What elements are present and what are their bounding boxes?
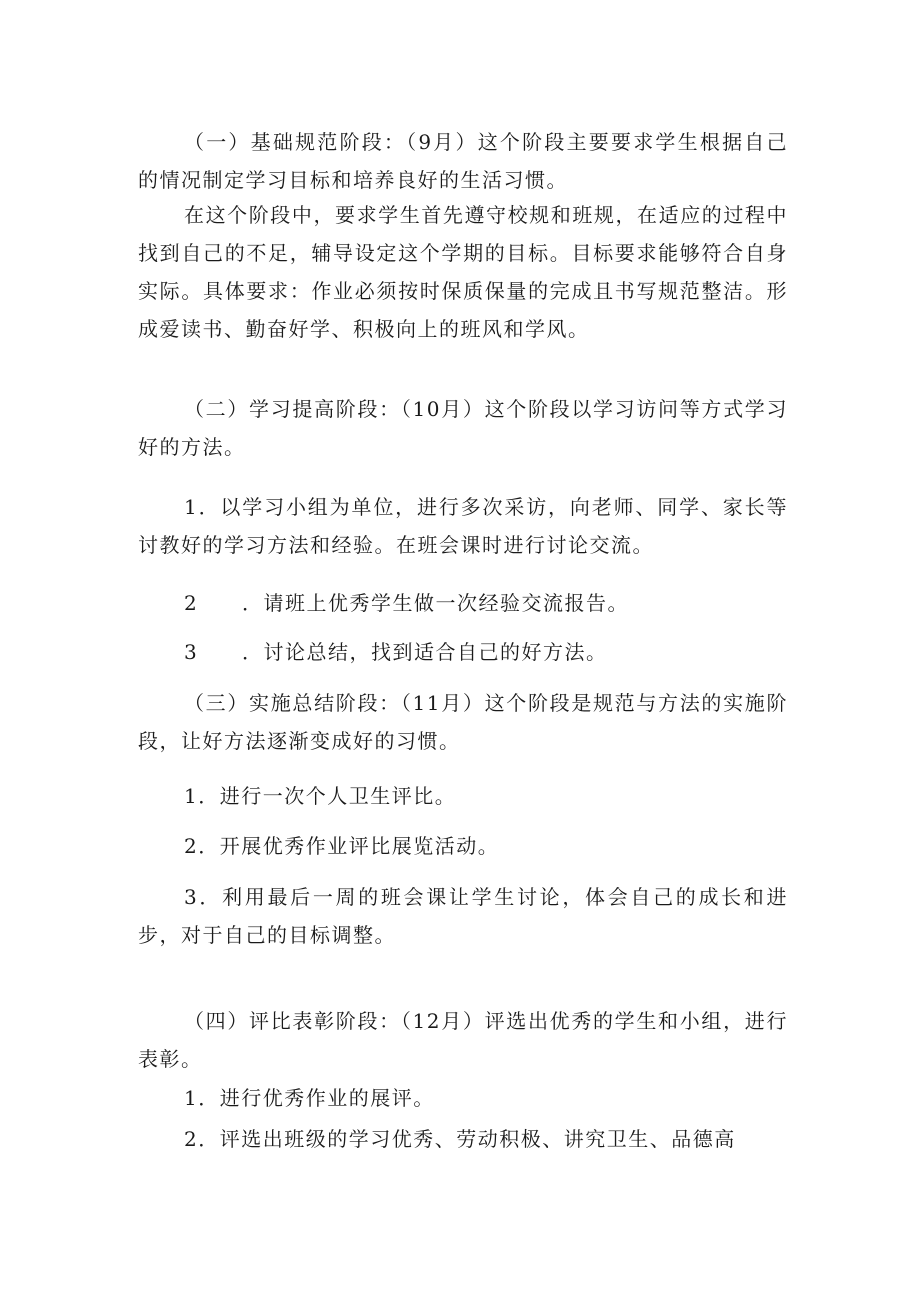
paragraph-stage-two: （二）学习提高阶段：（10月）这个阶段以学习访问等方式学习好的方法。 xyxy=(138,397,788,459)
stage-two-item-3 xyxy=(184,637,608,667)
item-number: 2 xyxy=(184,591,199,615)
item-text: ．讨论总结，找到适合自己的好方法。 xyxy=(242,640,608,664)
paragraph-stage-four: （四）评比表彰阶段：（12月）评选出优秀的学生和小组，进行表彰。 xyxy=(138,1009,788,1071)
item-number: 3 xyxy=(184,640,199,664)
paragraph-stage-three-item-3: 3．利用最后一周的班会课让学生讨论，体会自己的成长和进步，对于自己的目标调整。 xyxy=(138,885,788,947)
paragraph-stage-one: （一）基础规范阶段：（9月）这个阶段主要要求学生根据自己的情况制定学习目标和培养良好的生活习惯。 xyxy=(138,130,788,192)
paragraph-stage-one-detail: 在这个阶段中，要求学生首先遵守校规和班规，在适应的过程中找到自己的不足，辅导设定这个学期的目标。目标要求能够符合自身实际。具体要求：作业必须按时保质保量的完成且书写规范整洁。形成爱读书、勤奋好学、积极向上的班风和学风。 xyxy=(138,203,788,341)
stage-three-item-1: 1．进行一次个人卫生评比。 xyxy=(184,784,457,808)
item-text: ．请班上优秀学生做一次经验交流报告。 xyxy=(242,591,629,615)
paragraph-stage-three: （三）实施总结阶段：（11月）这个阶段是规范与方法的实施阶段，让好方法逐渐变成好的习惯。 xyxy=(138,691,788,753)
stage-two-item-2 xyxy=(184,588,629,618)
paragraph-stage-two-item-1: 1．以学习小组为单位，进行多次采访，向老师、同学、家长等讨教好的学习方法和经验。在班会课时进行讨论交流。 xyxy=(138,495,788,557)
stage-four-item-1: 1．进行优秀作业的展评。 xyxy=(184,1086,435,1110)
stage-four-item-2: 2．评选出班级的学习优秀、劳动积极、讲究卫生、品德高 xyxy=(184,1127,736,1151)
stage-three-item-2: 2．开展优秀作业评比展览活动。 xyxy=(184,834,500,858)
